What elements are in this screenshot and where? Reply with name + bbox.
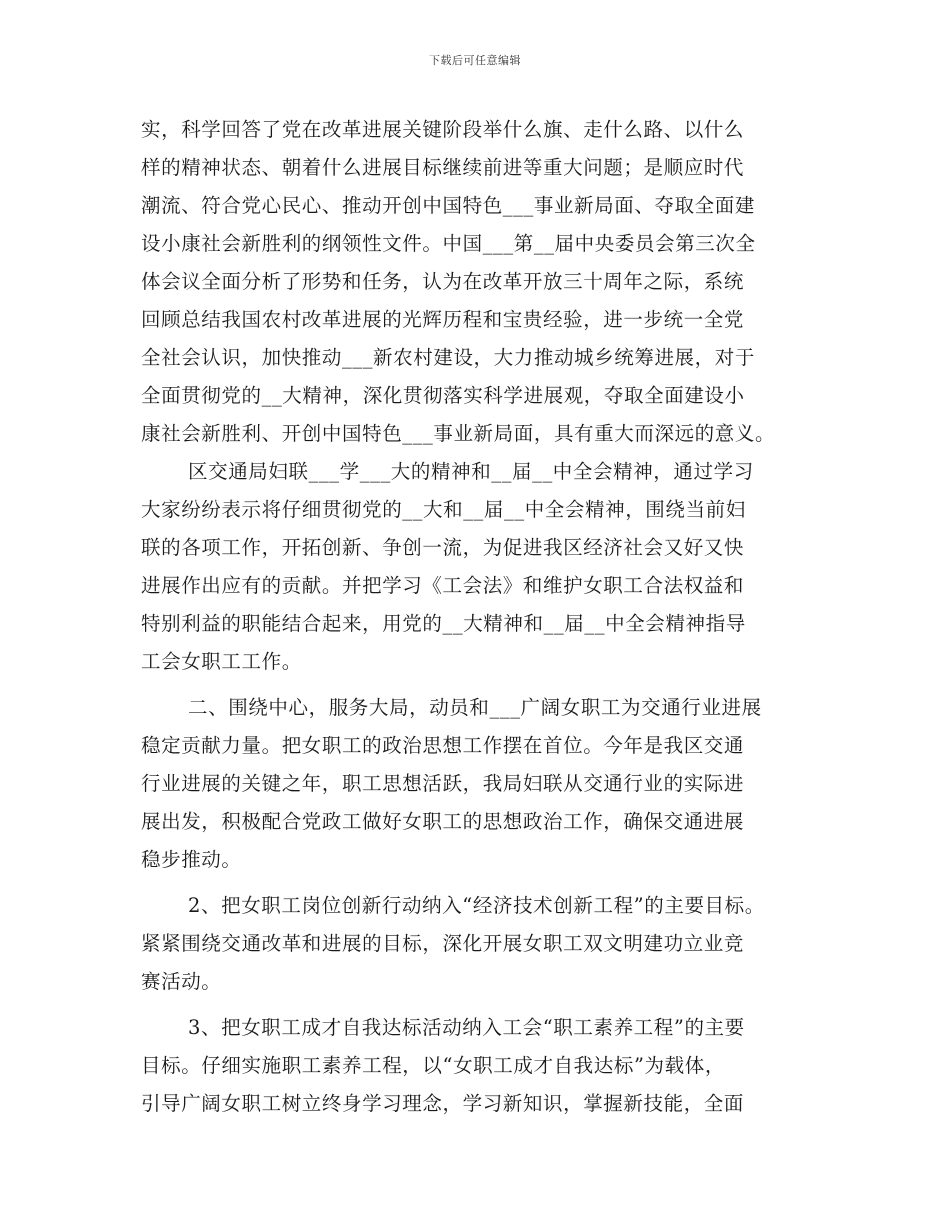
text-line: 回顾总结我国农村改革进展的光辉历程和宝贵经验，进一步统一全党 [141,308,745,331]
text-line: 全面贯彻党的__大精神，深化贯彻落实科学进展观，夺取全面建设小 [141,384,745,407]
text-line: 潮流、符合党心民心、推动开创中国特色___事业新局面、夺取全面建 [141,194,755,217]
text-line: 实，科学回答了党在改革进展关键阶段举什么旗、走什么路、以什么 [141,118,745,141]
text-line: 大家纷纷表示将仔细贯彻党的__大和__届__中全会精神，围绕当前妇 [141,498,746,521]
text-line: 引导广阔女职工树立终身学习理念，学习新知识，掌握新技能，全面 [141,1092,745,1115]
text-line: 联的各项工作，开拓创新、争创一流，为促进我区经济社会又好又快 [141,536,745,559]
text-line: 全社会认识，加快推动___新农村建设，大力推动城乡统筹进展，对于 [141,346,755,369]
text-line: 目标。仔细实施职工素养工程，以“女职工成才自我达标”为载体， [141,1054,725,1077]
text-line: 样的精神状态、朝着什么进展目标继续前进等重大问题；是顺应时代 [141,156,745,179]
text-line: 稳步推动。 [141,848,242,871]
paragraph-start-line: 二、围绕中心，服务大局，动员和___广阔女职工为交通行业进展 [188,696,762,719]
text-line: 赛活动。 [141,970,222,993]
text-line: 进展作出应有的贡献。并把学习《工会法》和维护女职工合法权益和 [141,574,745,597]
text-line: 设小康社会新胜利的纲领性文件。中国___第__届中央委员会第三次全 [141,232,756,255]
text-line: 展出发，积极配合党政工做好女职工的思想政治工作，确保交通进展 [141,810,745,833]
text-line: 行业进展的关键之年，职工思想活跃，我局妇联从交通行业的实际进 [141,772,745,795]
text-line: 康社会新胜利、开创中国特色___事业新局面，具有重大而深远的意义。 [141,422,776,445]
text-line: 工会女职工工作。 [141,650,302,673]
text-line: 特别利益的职能结合起来，用党的__大精神和__届__中全会精神指导 [141,612,746,635]
paragraph-start-line: 区交通局妇联___学___大的精神和__届__中全会精神，通过学习 [188,460,754,483]
text-line: 稳定贡献力量。把女职工的政治思想工作摆在首位。今年是我区交通 [141,734,745,757]
paragraph-start-line: 2、把女职工岗位创新行动纳入“经济技术创新工程”的主要目标。 [188,894,765,917]
text-line: 紧紧围绕交通改革和进展的目标，深化开展女职工双文明建功立业竞 [141,932,745,955]
document-body [141,111,841,1123]
text-line: 体会议全面分析了形势和任务，认为在改革开放三十周年之际，系统 [141,270,745,293]
paragraph-start-line: 3、把女职工成才自我达标活动纳入工会“职工素养工程”的主要 [188,1016,745,1039]
page-header: 下载后可任意编辑 [429,54,521,67]
